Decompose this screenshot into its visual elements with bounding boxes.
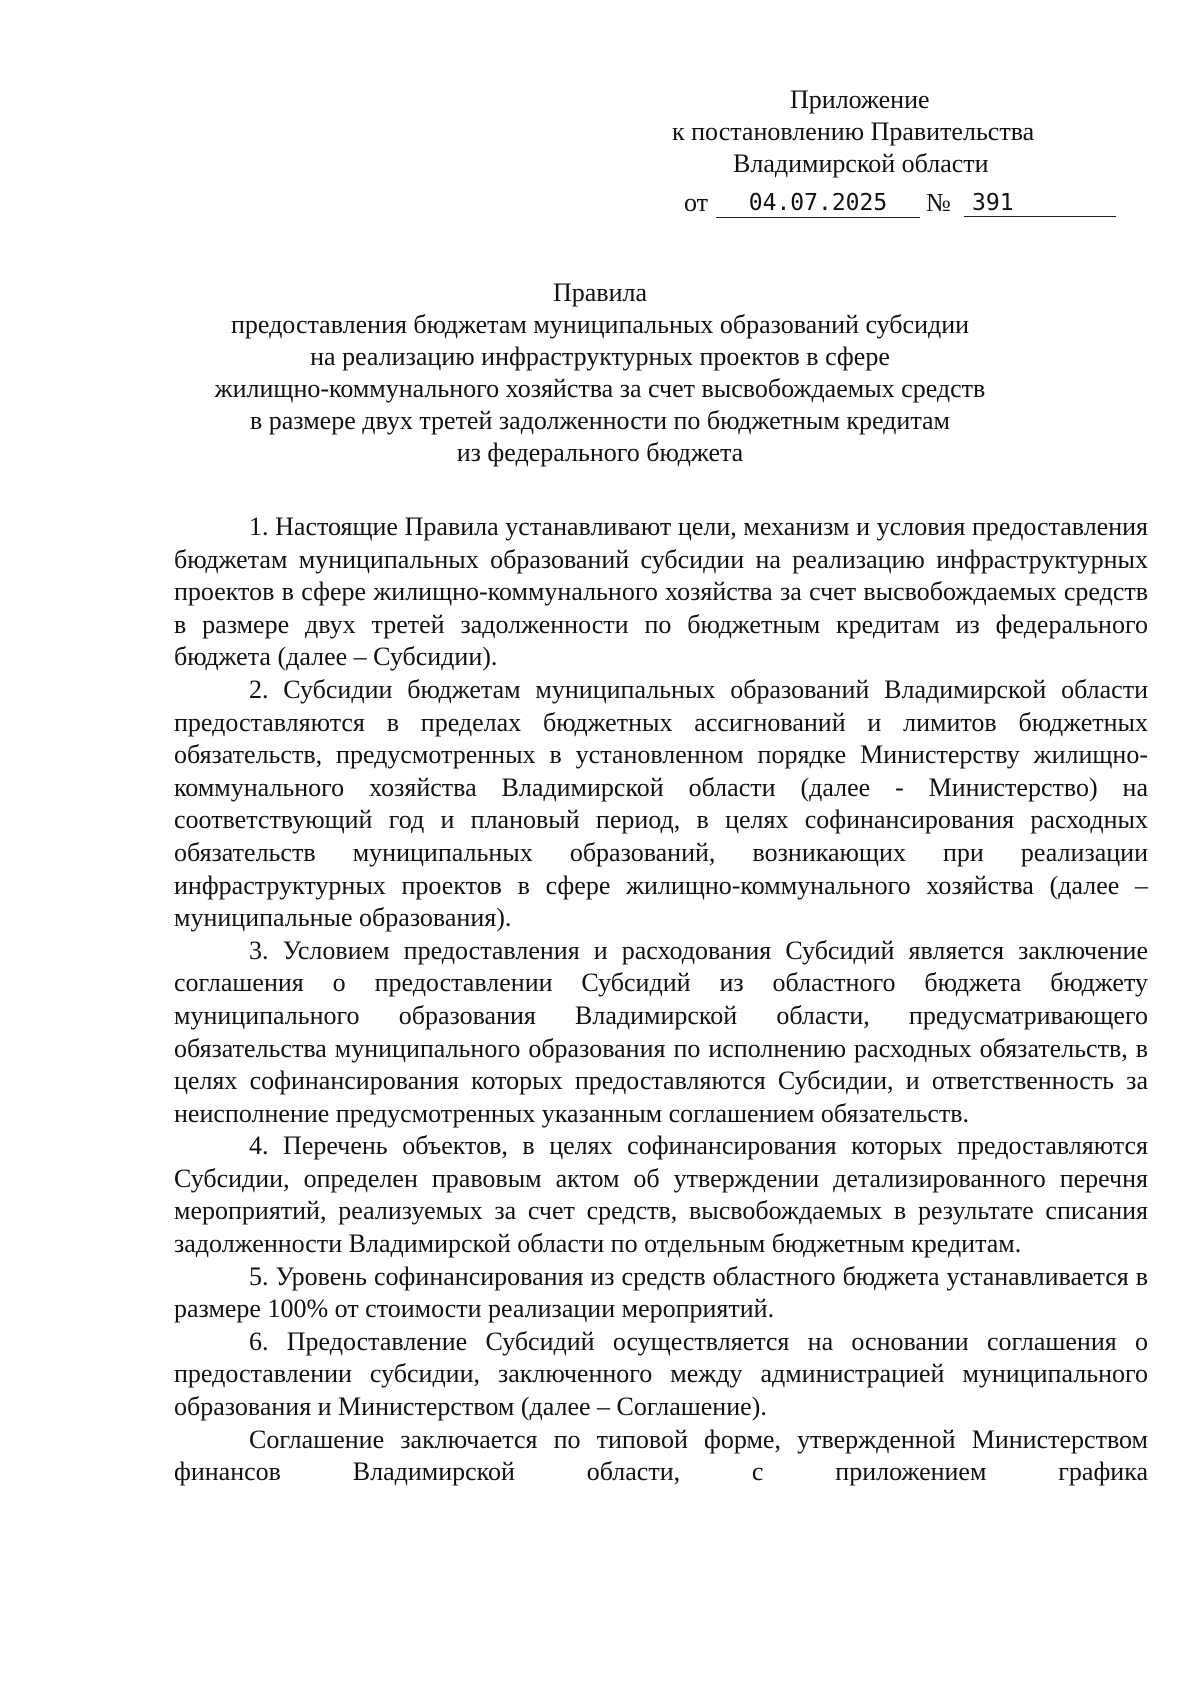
title-line: на реализацию инфраструктурных проектов в сфере <box>310 342 890 371</box>
paragraph: 3. Условием предоставления и расходования Субсидий является заключение соглашения о предоставлении Субсидий из областного бюджета бюджету муниципального образования Владимирской области, предусматривающего обязательства муниципального образования по исполнению расходных обязательств, в целях софинансирования которых предоставляются Субсидии, и ответственность за неисполнение предусмотренных указанным соглашением обязательств. <box>174 935 1148 1128</box>
document-body <box>174 511 1148 1489</box>
title-line: в размере двух третей задолженности по бюджетным кредитам <box>249 406 950 435</box>
document-title <box>150 277 1050 469</box>
number-label: № <box>926 188 951 217</box>
title-line: предоставления бюджетам муниципальных образований субсидии <box>230 310 970 339</box>
title-line: жилищно-коммунального хозяйства за счет высвобождаемых средств <box>214 374 986 403</box>
title-line: из федерального бюджета <box>456 438 744 467</box>
appendix-line-2: к постановлению Правительства <box>672 117 1035 146</box>
paragraph: 6. Предоставление Субсидий осуществляется на основании соглашения о предоставлении субсидии, заключенного между администрацией муниципального образования и Министерством (далее – Соглашение). <box>174 1326 1148 1422</box>
paragraph: Соглашение заключается по типовой форме, утвержденной Министерством финансов Владимирской области, с приложением графика <box>174 1424 1148 1487</box>
number-value: 391 <box>964 188 1116 217</box>
title-heading: Правила <box>552 278 648 307</box>
appendix-line-1: Приложение <box>790 85 930 114</box>
paragraph: 2. Субсидии бюджетам муниципальных образований Владимирской области предоставляются в пределах бюджетных ассигнований и лимитов бюджетных обязательств, предусмотренных в установленном порядке Министерству жилищно-коммунального хозяйства Владимирской области (далее - Министерство) на соответствующий год и плановый период, в целях софинансирования расходных обязательств муниципальных образований, возникающих при реализации инфраструктурных проектов в сфере жилищно-коммунального хозяйства (далее – муниципальные образования). <box>174 674 1148 933</box>
appendix-line-3: Владимирской области <box>733 149 989 178</box>
resolution-date-number <box>684 188 1116 222</box>
paragraph: 5. Уровень софинансирования из средств областного бюджета устанавливается в размере 100% от стоимости реализации мероприятий. <box>174 1261 1148 1324</box>
date-value: 04.07.2025 <box>716 188 920 218</box>
paragraph: 1. Настоящие Правила устанавливают цели, механизм и условия предоставления бюджетам муниципальных образований субсидии на реализацию инфраструктурных проектов в сфере жилищно-коммунального хозяйства за счет высвобождаемых средств в размере двух третей задолженности по бюджетным кредитам из федерального бюджета (далее – Субсидии). <box>174 512 1148 672</box>
paragraph: 4. Перечень объектов, в целях софинансирования которых предоставляются Субсидии, определен правовым актом об утверждении детализированного перечня мероприятий, реализуемых за счет средств, высвобождаемых в результате списания задолженности Владимирской области по отдельным бюджетным кредитам. <box>174 1131 1148 1259</box>
date-label: от <box>684 188 709 217</box>
